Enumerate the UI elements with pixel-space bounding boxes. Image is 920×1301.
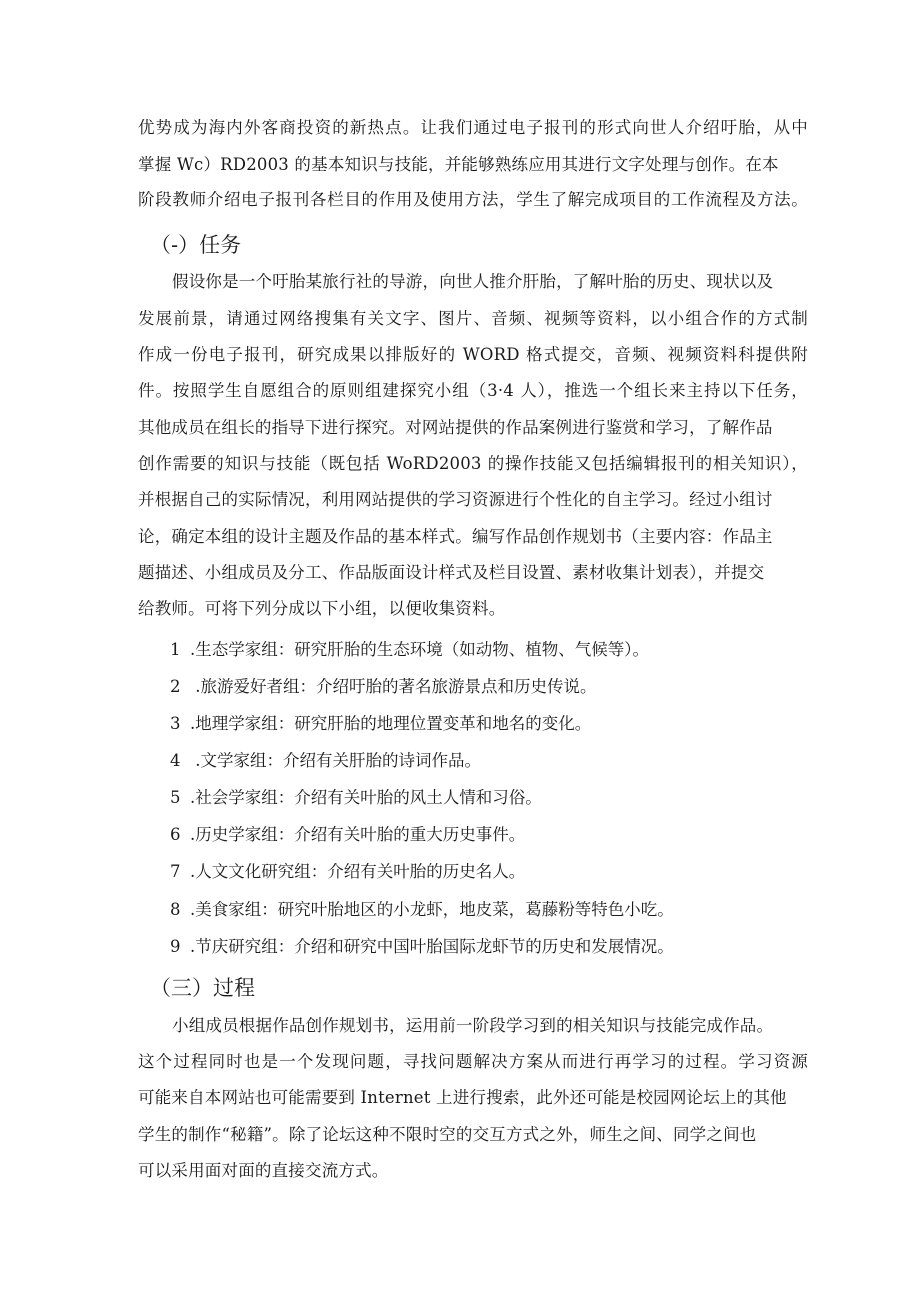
group-list-item (170, 751, 481, 771)
group-number: 5 (170, 788, 181, 807)
intro-line-1: 优势成为海内外客商投资的新热点。让我们通过电子报刊的形式向世人介绍吁胎，从中 (138, 118, 808, 137)
group-text: .地理学家组：研究肝胎的地理位置变革和地名的变化。 (190, 714, 592, 733)
group-list-item (170, 900, 674, 920)
task-paragraph-line-9: 题描述、小组成员及分工、作品版面设计样式及栏目设置、素材收集计划表），并提交 (138, 563, 765, 582)
group-list-item (170, 788, 542, 808)
group-number: 4 (170, 751, 181, 770)
group-list-item (170, 825, 525, 845)
intro-line-3: 阶段教师介绍电子报刊各栏目的作用及使用方法，学生了解完成项目的工作流程及方法。 (138, 190, 808, 209)
process-paragraph-line-2: 这个过程同时也是一个发现问题，寻找问题解决方案从而进行再学习的过程。学习资源 (138, 1052, 808, 1071)
task-paragraph-line-1: 假设你是一个吁胎某旅行社的导游，向世人推介肝胎，了解叶胎的历史、现状以及 (172, 272, 774, 291)
group-text: .节庆研究组：介绍和研究中国叶胎国际龙虾节的历史和发展情况。 (190, 937, 674, 956)
group-text: .生态学家组：研究肝胎的生态环境（如动物、植物、气候等）。 (190, 640, 649, 659)
group-number: 8 (170, 900, 181, 919)
group-text: .历史学家组：介绍有关叶胎的重大历史事件。 (190, 825, 526, 844)
task-paragraph-line-7: 并根据自己的实际情况，利用网站提供的学习资源进行个性化的自主学习。经过小组讨 (138, 490, 773, 509)
task-paragraph-line-6: 创作需要的知识与技能（既包括 WoRD2003 的操作技能又包括编辑报刊的相关知识）， (138, 454, 808, 473)
group-text: .文学家组：介绍有关肝胎的诗词作品。 (190, 751, 481, 770)
process-paragraph-line-5: 可以采用面对面的直接交流方式。 (138, 1161, 389, 1180)
section-heading-task: （-）任务 (150, 233, 242, 257)
group-text: .旅游爱好者组：介绍吁胎的著名旅游景点和历史传说。 (190, 677, 597, 696)
group-number: 9 (170, 937, 181, 956)
task-paragraph-line-2: 发展前景，请通过网络搜集有关文字、图片、音频、视频等资料，以小组合作的方式制 (138, 309, 808, 328)
group-text: .社会学家组：介绍有关叶胎的风土人情和习俗。 (190, 788, 542, 807)
section-heading-process: （三）过程 (150, 976, 255, 1000)
task-paragraph-line-10: 给教师。可将下列分成以下小组，以便收集资料。 (138, 599, 506, 618)
process-paragraph-line-3: 可能来自本网站也可能需要到 Internet 上进行搜索，此外还可能是校园网论坛上的其他 (138, 1088, 787, 1107)
intro-line-2: 掌握 Wc）RD2003 的基本知识与技能，并能够熟练应用其进行文字处理与创作。在本 (138, 155, 779, 174)
group-text: .人文文化研究组：介绍有关叶胎的历史名人。 (190, 862, 526, 881)
task-paragraph-line-3: 作成一份电子报刊，研究成果以排版好的 WORD 格式提交，音频、视频资料科提供附 (138, 345, 808, 364)
group-list-item (170, 640, 649, 660)
process-paragraph-line-1: 小组成员根据作品创作规划书，运用前一阶段学习到的相关知识与技能完成作品。 (172, 1016, 774, 1035)
group-list-item (170, 937, 674, 957)
group-number: 6 (170, 825, 181, 844)
task-paragraph-line-5: 其他成员在组长的指导下进行探究。对网站提供的作品案例进行鉴赏和学习，了解作品 (138, 418, 773, 437)
group-number: 1 (170, 640, 181, 659)
group-number: 2 (170, 677, 181, 696)
group-text: .美食家组：研究叶胎地区的小龙虾，地皮菜，葛藤粉等特色小吃。 (190, 900, 674, 919)
group-list-item (170, 677, 597, 697)
group-number: 3 (170, 714, 181, 733)
group-list-item (170, 862, 525, 882)
group-number: 7 (170, 862, 181, 881)
task-paragraph-line-8: 论，确定本组的设计主题及作品的基本样式。编写作品创作规划书（主要内容：作品主 (138, 527, 773, 546)
group-list-item (170, 714, 591, 734)
task-paragraph-line-4: 件。按照学生自愿组合的原则组建探究小组（3·4 人），推选一个组长来主持以下任务， (138, 381, 808, 400)
process-paragraph-line-4: 学生的制作“秘籍”。除了论坛这种不限时空的交互方式之外，师生之间、同学之间也 (138, 1125, 757, 1144)
